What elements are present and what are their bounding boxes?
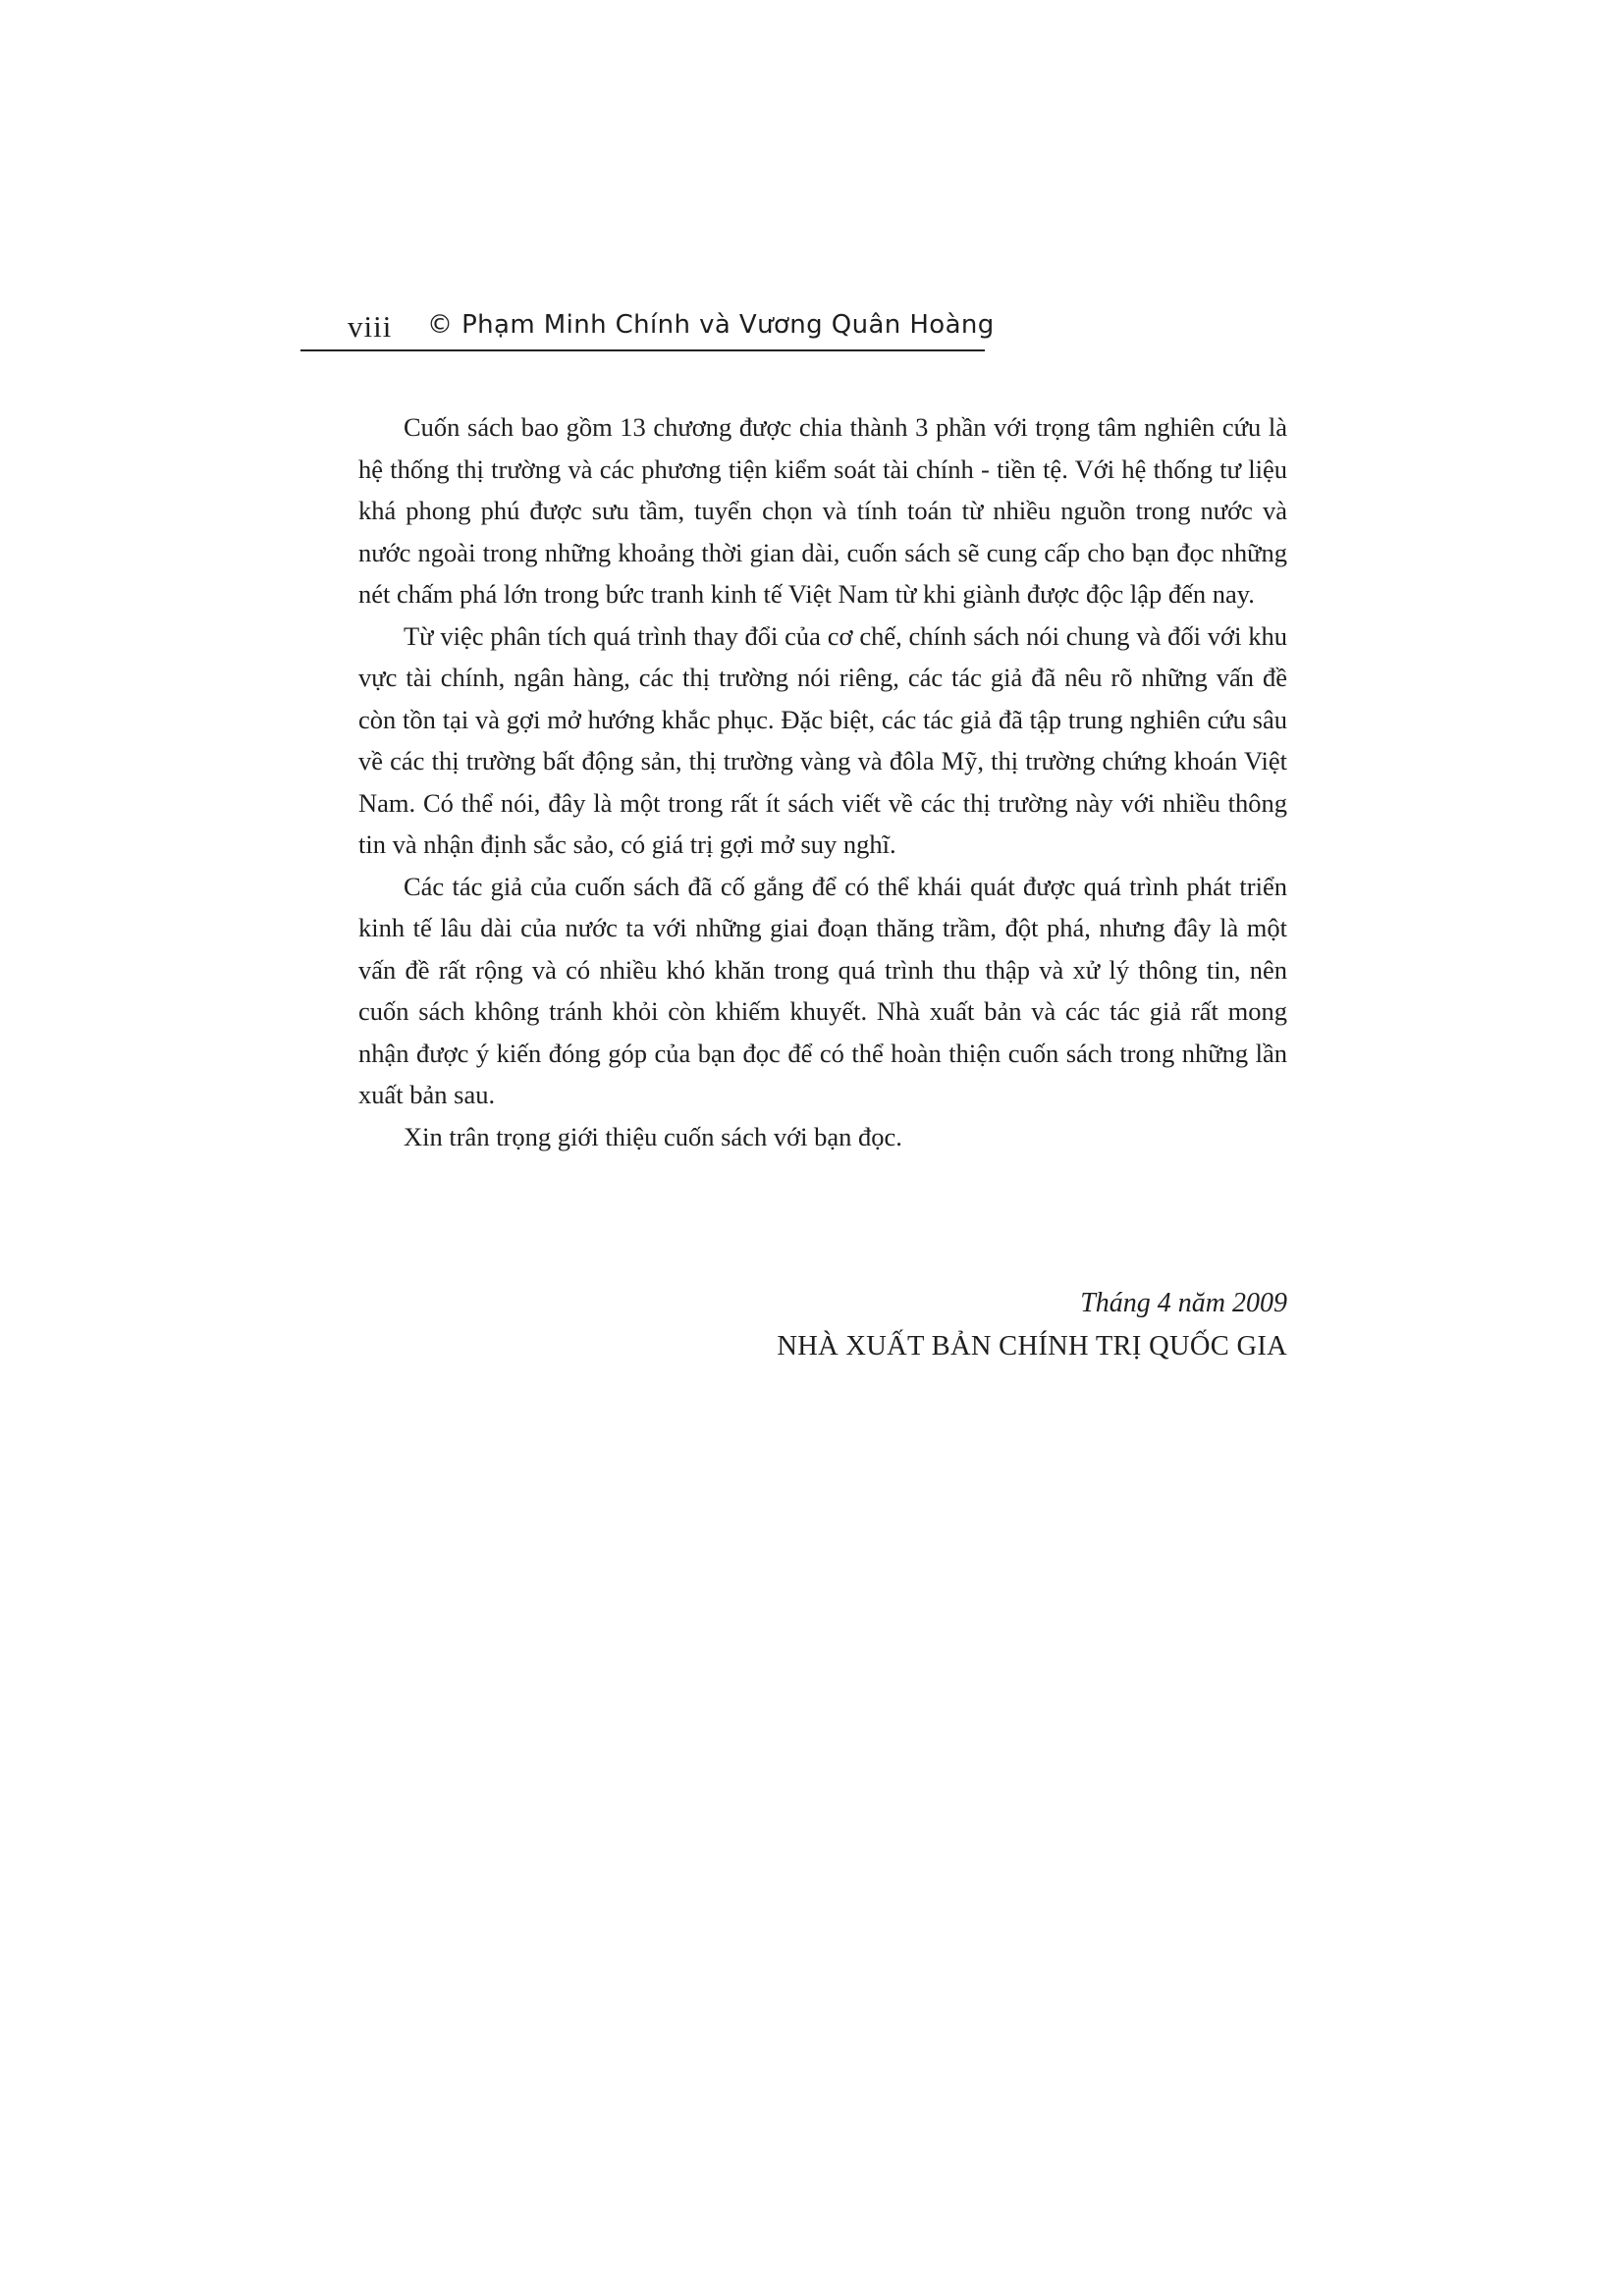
paragraph: Từ việc phân tích quá trình thay đổi của cơ chế, chính sách nói chung và đối với khu vực tài chính, ngân hàng, các thị trường nói riêng, các tác giả đã nêu rõ những vấn đề còn tồn tại và gợi mở hướng khắc phục. Đặc biệt, các tác giả đã tập trung nghiên cứu sâu về các thị trường bất động sản, thị trường vàng và đôla Mỹ, thị trường chứng khoán Việt Nam. Có thể nói, đây là một trong rất ít sách viết về các thị trường này với nhiều thông tin và nhận định sắc sảo, có giá trị gợi mở suy nghĩ. [358,620,1287,859]
paragraph: Các tác giả của cuốn sách đã cố gắng để có thể khái quát được quá trình phát triển kinh tế lâu dài của nước ta với những giai đoạn thăng trầm, đột phá, nhưng đây là một vấn đề rất rộng và có nhiều khó khăn trong quá trình thu thập và xử lý thông tin, nên cuốn sách không tránh khỏi còn khiếm khuyết. Nhà xuất bản và các tác giả rất mong nhận được ý kiến đóng góp của bạn đọc để có thể hoàn thiện cuốn sách trong những lần xuất bản sau. [358,871,1287,1109]
paragraph: Cuốn sách bao gồm 13 chương được chia thành 3 phần với trọng tâm nghiên cứu là hệ thống thị trường và các phương tiện kiểm soát tài chính - tiền tệ. Với hệ thống tư liệu khá phong phú được sưu tầm, tuyển chọn và tính toán từ nhiều nguồn trong nước và nước ngoài trong những khoảng thời gian dài, cuốn sách sẽ cung cấp cho bạn đọc những nét chấm phá lớn trong bức tranh kinh tế Việt Nam từ khi giành được độc lập đến nay. [358,412,1287,609]
signature-date: Tháng 4 năm 2009 [1080,1288,1287,1318]
body-text [358,406,1287,1157]
signature-publisher: NHÀ XUẤT BẢN CHÍNH TRỊ QUỐC GIA [777,1331,1287,1362]
paragraph: Xin trân trọng giới thiệu cuốn sách với bạn đọc. [404,1121,902,1151]
page-number: viii [348,309,393,344]
signature-block [358,1282,1287,1368]
running-header [300,306,995,351]
header-title: © Phạm Minh Chính và Vương Quân Hoàng [427,310,995,340]
